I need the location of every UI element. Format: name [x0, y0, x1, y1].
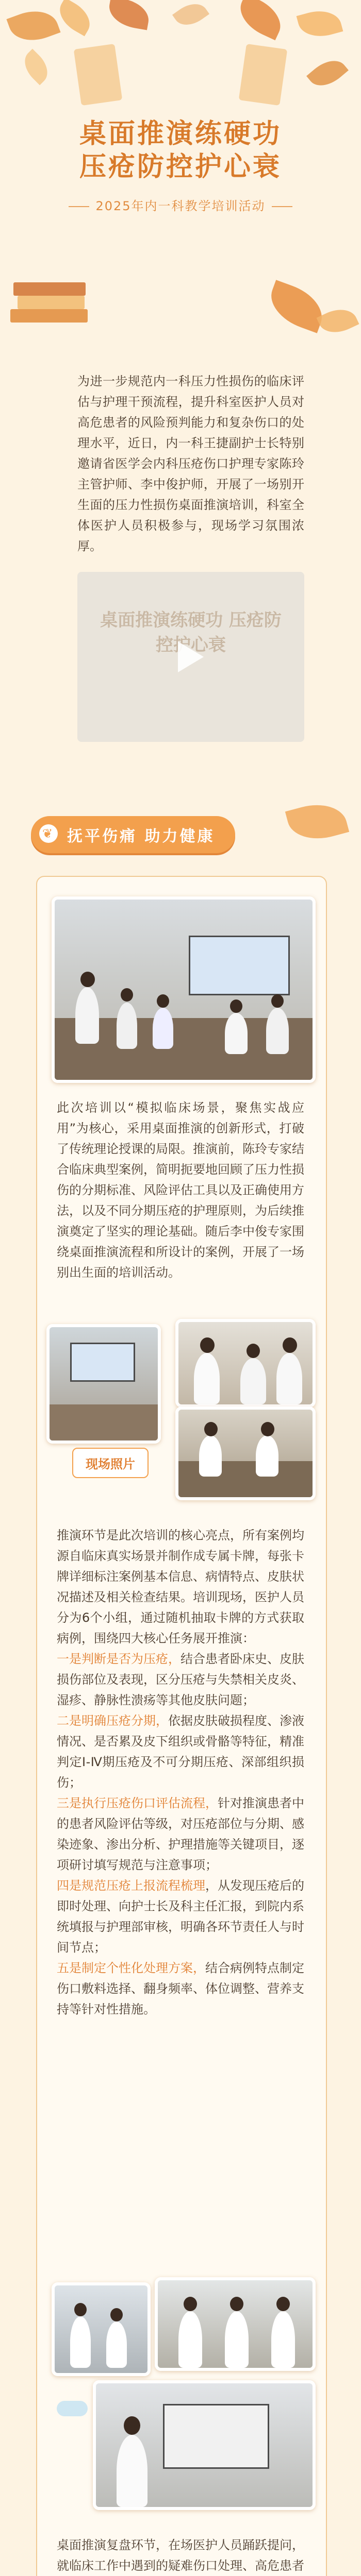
task-item — [57, 1875, 304, 1958]
leaf-decoration — [317, 302, 359, 339]
intro-paragraph: 为进一步规范内一科压力性损伤的临床评估与护理干预流程，提升科室医护人员对高危患者的风险预判能力和复杂伤口的处理水平，近日，内一科王捷副护士长特别邀请省医学会内科压疮伤口护理专家陈玲主管护师、李中俊护师，开展了一场别开生面的压力性损伤桌面推演培训，科室全体医护人员积极参与，现场学习氛围浓厚。 — [77, 374, 304, 553]
photo-presentation — [93, 2380, 316, 2510]
video-caption: 桌面推演练硬功 压疮防控护心衰 — [100, 610, 282, 655]
photo-meeting-room — [52, 896, 316, 1083]
photo-label: 现场照片 — [72, 1448, 149, 1478]
hanging-tag — [239, 44, 288, 106]
photo-collage-3 — [175, 1406, 316, 1500]
task-item-text: 依据皮肤破损程度、渗液情况、是否累及皮下组织或骨骼等特征，精准判定Ⅰ-Ⅳ期压疮及不可分期压疮、深部组织损伤； — [57, 1714, 304, 1790]
section-1-paragraph-1: 此次培训以“模拟临床场景，聚焦实战应用”为核心，采用桌面推演的创新形式，打破了传统理论授课的局限。推演前，陈玲专家结合临床典型案例，简明扼要地回顾了压力性损伤的分期标准、风险评估工具以及正确使用方法，以及不同分期压疮的护理原则，为后续推演奠定了坚实的理论基础。随后李中俊专家围绕桌面推演流程和所设计的案例，开展了一场别出生面的培训活动。 — [57, 1100, 304, 1280]
book-illustration — [10, 309, 88, 323]
page-title — [0, 117, 361, 183]
leaf-decoration — [6, 3, 60, 48]
leaf-decoration — [172, 0, 209, 32]
title-line-1: 桌面推演练硬功 — [79, 118, 282, 149]
leaf-decoration — [106, 0, 152, 30]
task-item-label: 五是制定个性化处理方案， — [57, 1961, 205, 1975]
task-item-text: 结合患者卧床史、皮肤损伤部位及表现，区分压疮与失禁相关皮炎、湿疹、静脉性溃疡等其他皮肤问题； — [57, 1652, 304, 1707]
leaf-decoration — [297, 6, 343, 42]
photo-collage-1 — [46, 1324, 161, 1444]
title-line-2: 压疮防控护心衰 — [79, 151, 282, 182]
task-item-text: 结合病例特点制定伤口敷料选择、翻身频率、体位调整、营养支持等针对性措施。 — [57, 1961, 304, 2016]
leaf-decoration — [18, 49, 55, 86]
leaf-decoration — [306, 53, 349, 94]
section-title-pill — [31, 816, 235, 853]
photo-group-2 — [155, 2277, 316, 2371]
book-illustration — [18, 296, 85, 309]
leaf-icon: ❦ — [39, 824, 58, 843]
section-1-paragraph-3: 桌面推演复盘环节，在场医护人员踊跃提问，就临床工作中遇到的疑难伤口处理、高危患者 — [57, 2538, 304, 2573]
task-item-text: 针对推演患者中的患者风险评估等级，对压疮部位与分期、感染迹象、渗出分析、护理措施等关键项目，逐项研讨填写规范与注意事项； — [57, 1796, 304, 1872]
section-1-paragraph-2 — [57, 1525, 304, 2020]
task-item — [57, 1710, 304, 1793]
leaf-decoration — [233, 0, 288, 40]
section-header-1 — [31, 814, 235, 855]
hanging-tag — [74, 44, 123, 106]
photo-collage-2 — [175, 1319, 316, 1408]
cloud-decoration — [57, 2401, 88, 2416]
task-item-label: 一是判断是否为压疮， — [57, 1652, 180, 1666]
page-subtitle: 2025年内一科教学培训活动 — [0, 196, 361, 214]
book-illustration — [13, 282, 86, 296]
task-item — [57, 1793, 304, 1875]
task-item-text: ，从发现压疮后的即时处理、向护士长及科主任汇报，到院内系统填报与护理部审核，明确各环节责任人与时间节点； — [57, 1878, 304, 1955]
photo-group-1 — [52, 2282, 151, 2376]
header-banner — [0, 0, 361, 402]
task-item-label: 四是规范压疮上报流程梳理 — [57, 1878, 205, 1893]
section-title-1: 抚平伤痛 助力健康 — [67, 827, 215, 845]
projector-screen — [189, 936, 290, 995]
leaf-decoration — [285, 797, 349, 846]
task-item — [57, 1958, 304, 2020]
video-player[interactable] — [77, 572, 304, 742]
task-item-label: 三是执行压疮伤口评估流程， — [57, 1796, 218, 1810]
task-item — [57, 1649, 304, 1710]
task-intro: 推演环节是此次培训的核心亮点，所有案例均源自临床真实场景并制作成专属卡牌，每张卡牌详细标注案例基本信息、病情特点、皮肤状况描述及相关检查结果。培训现场，医护人员分为6个小组，通过随机抽取卡牌的方式获取病例，围绕四大核心任务展开推演： — [57, 1528, 304, 1646]
play-icon[interactable] — [178, 641, 204, 672]
task-item-label: 二是明确压疮分期， — [57, 1714, 168, 1728]
